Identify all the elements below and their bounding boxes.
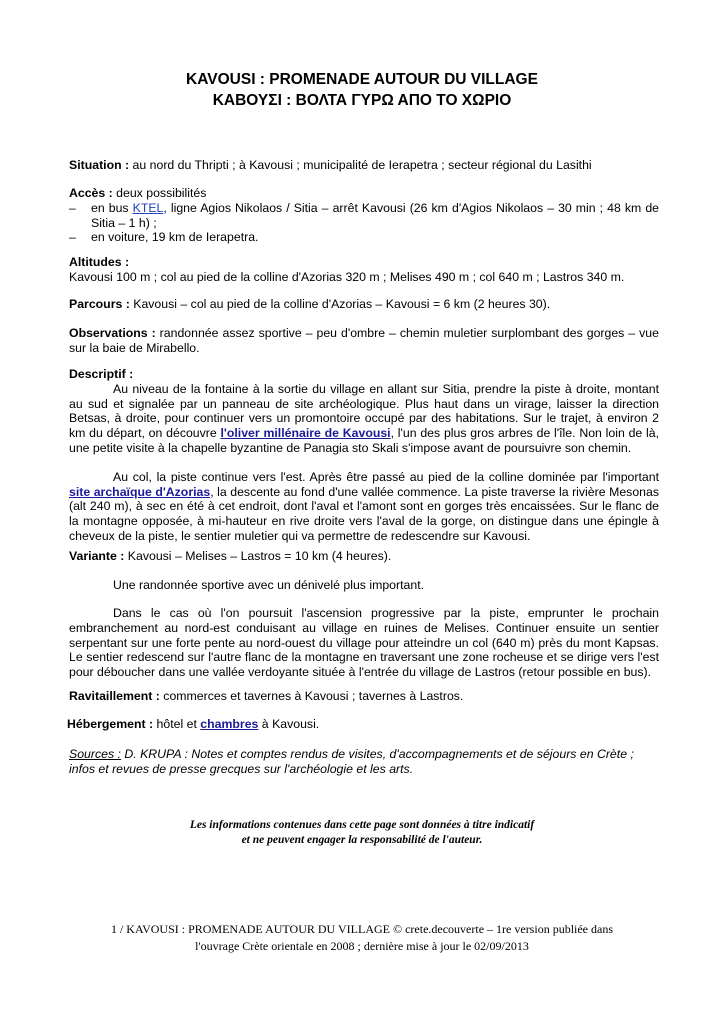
dash-bullet: – xyxy=(69,230,76,245)
azorias-link[interactable]: site archaïque d'Azorias xyxy=(69,484,211,499)
hebergement-text-pre: hôtel et xyxy=(153,717,201,731)
section-situation xyxy=(69,158,659,173)
section-variante xyxy=(69,549,659,564)
page-title-fr: KAVOUSI : PROMENADE AUTOUR DU VILLAGE xyxy=(186,71,538,88)
parcours-label: Parcours : xyxy=(69,297,130,311)
section-parcours xyxy=(69,297,659,312)
acces-item1-pre: en bus xyxy=(91,200,133,215)
ravitaillement-text: commerces et tavernes à Kavousi ; tavernes à Lastros. xyxy=(159,689,464,703)
section-hebergement xyxy=(67,717,657,732)
variante-label: Variante : xyxy=(69,549,125,563)
acces-text: deux possibilités xyxy=(112,186,207,200)
acces-item-bus xyxy=(69,201,659,231)
ravitaillement-label: Ravitaillement : xyxy=(69,689,160,703)
sources-label: Sources : xyxy=(69,747,121,761)
olivier-link[interactable]: l'oliver millénaire de Kavousi xyxy=(220,426,391,441)
parcours-text: Kavousi – col au pied de la colline d'Azorias – Kavousi = 6 km (2 heures 30). xyxy=(129,297,551,311)
chambres-link[interactable]: chambres xyxy=(200,717,259,731)
acces-item1-post: , ligne Agios Nikolaos / Sitia – arrêt Kavousi (26 km d'Agios Nikolaos – 30 min ; 48 km de Sitia – 1 h) ; xyxy=(91,200,660,230)
altitudes-text: Kavousi 100 m ; col au pied de la colline d'Azorias 320 m ; Melises 490 m ; col 640 m ; Lastros 340 m. xyxy=(69,269,625,284)
ktel-link[interactable]: KTEL xyxy=(132,200,164,215)
sources-text: D. KRUPA : Notes et comptes rendus de visites, d'accompagnements et de séjours en Crète ; infos et revues de presse grecques sur l'archéologie et les arts. xyxy=(69,747,634,776)
variante-text: Kavousi – Melises – Lastros = 10 km (4 heures). xyxy=(124,549,392,563)
section-acces xyxy=(69,186,659,245)
section-observations xyxy=(69,326,659,356)
descriptif-p1-pre: Au niveau de la fontaine à la sortie du village en allant sur Sitia, prendre la piste à droite, montant au sud et signalée par un panneau de site archéologique. Plus haut dans un virage, laisser la direction Betsas, à droite, pour continuer vers un promontoire occupé par des habitations. Sur le trajet, à environ 2 km du départ, on découvre xyxy=(69,381,659,441)
disclaimer-line-1: Les informations contenues dans cette page sont données à titre indicatif xyxy=(189,819,535,831)
variante-paragraph-2: Dans le cas où l'on poursuit l'ascension progressive par la piste, emprunter le prochain embranchement au nord-est conduisant au village en ruines de Melises. Continuer ensuite un sentier serpentant sur une forte pente au nord-ouest du village pour atteindre un col (640 m) près du mont Kapsas. Le sentier redescend sur l'autre flanc de la montagne en traversant une zone rocheuse et se dirige vers l'est pour déboucher dans une vallée verdoyante située à l'entrée du village de Lastros (retour possible en bus). xyxy=(69,606,659,680)
descriptif-p1-post: , l'un des plus gros arbres de l'île. Non loin de là, une petite visite à la chapelle byzantine de Panagia sto Skali s'impose avant de poursuivre son chemin. xyxy=(69,426,660,455)
section-altitudes xyxy=(69,255,659,285)
descriptif-paragraph-2 xyxy=(69,470,659,544)
descriptif-p2-pre: Au col, la piste continue vers l'est. Après être passé au pied de la colline dominée par l'important xyxy=(113,469,659,484)
disclaimer-line-2: et ne peuvent engager la responsabilité de l'auteur. xyxy=(241,834,483,846)
hebergement-label: Hébergement : xyxy=(67,717,154,731)
descriptif-label: Descriptif : xyxy=(69,367,134,381)
altitudes-label: Altitudes : xyxy=(69,255,130,269)
page-footer-line-1: 1 / KAVOUSI : PROMENADE AUTOUR DU VILLAGE © crete.decouverte – 1re version publiée dans xyxy=(110,922,614,936)
descriptif-paragraph-1 xyxy=(69,382,659,456)
observations-text: randonnée assez sportive – peu d'ombre – chemin muletier surplombant des gorges – vue sur la baie de Mirabello. xyxy=(69,326,659,355)
observations-label: Observations : xyxy=(69,326,156,340)
page-footer-line-2: l'ouvrage Crète orientale en 2008 ; dernière mise à jour le 02/09/2013 xyxy=(195,939,529,953)
hebergement-text-post: à Kavousi. xyxy=(258,717,320,731)
variante-paragraph-1: Une randonnée sportive avec un dénivelé plus important. xyxy=(113,578,425,592)
acces-item2: en voiture, 19 km de Ierapetra. xyxy=(91,230,259,245)
section-sources xyxy=(69,747,659,777)
situation-label: Situation : xyxy=(69,158,130,172)
section-descriptif xyxy=(69,367,659,544)
situation-text: au nord du Thripti ; à Kavousi ; municipalité de Ierapetra ; secteur régional du Lasithi xyxy=(129,158,592,172)
page-title-gr: ΚΑΒΟΥΣΙ : ΒΟΛΤΑ ΓΥΡΩ ΑΠΟ ΤΟ ΧΩΡΙΟ xyxy=(212,92,512,109)
acces-item-car xyxy=(69,230,659,245)
acces-label: Accès : xyxy=(69,186,113,200)
dash-bullet: – xyxy=(69,200,76,215)
section-ravitaillement xyxy=(69,689,659,704)
descriptif-p2-post: , la descente au fond d'une vallée commence. La piste traverse la rivière Mesonas (alt 240 m), à sec en été à cet endroit, dont l'aval et l'amont sont en gorges très encaissées. Sur le flanc de la montagne opposée, à mi-hauteur en rive droite vers l'aval de la gorge, on distingue dans une épingle à cheveux de la piste, le sentier muletier qui va permettre de redescendre sur Kavousi. xyxy=(69,484,659,543)
